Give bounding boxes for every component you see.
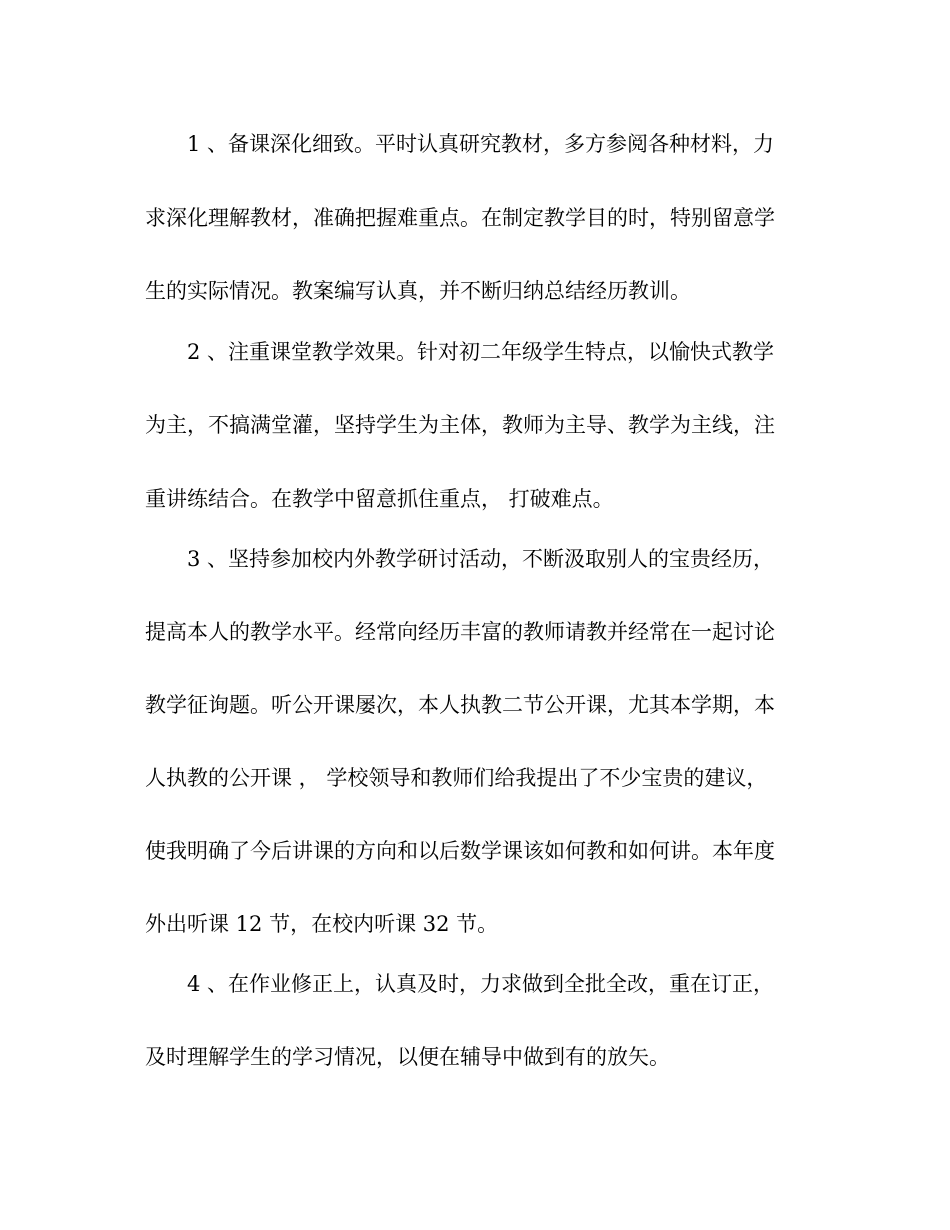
paragraph-3-line-4: 人执教的公开课 ， 学校领导和教师们给我提出了不少宝贵的建议， bbox=[145, 766, 768, 790]
paragraph-2-line-3: 重讲练结合。在教学中留意抓住重点， 打破难点。 bbox=[145, 487, 614, 511]
paragraph-1-line-2: 求深化理解教材，准确把握难重点。在制定教学目的时，特别留意学 bbox=[145, 206, 775, 230]
paragraph-4-line-2: 及时理解学生的学习情况，以便在辅导中做到有的放矢。 bbox=[145, 1045, 670, 1069]
paragraph-3-line-1: 3 、坚持参加校内外教学研讨活动，不断汲取别人的宝贵经历， bbox=[187, 547, 775, 571]
paragraph-2-line-2: 为主，不搞满堂灌，坚持学生为主体，教师为主导、教学为主线，注 bbox=[145, 413, 775, 437]
paragraph-1-line-1: 1 、备课深化细致。平时认真研究教材，多方参阅各种材料，力 bbox=[187, 132, 775, 156]
paragraph-3-line-6: 外出听课 12 节，在校内听课 32 节。 bbox=[145, 912, 499, 936]
paragraph-3-line-5: 使我明确了今后讲课的方向和以后数学课该如何教和如何讲。本年度 bbox=[145, 839, 775, 863]
paragraph-4-line-1: 4 、在作业修正上，认真及时，力求做到全批全改，重在订正， bbox=[187, 972, 775, 996]
paragraph-3-line-3: 教学征询题。听公开课屡次，本人执教二节公开课，尤其本学期，本 bbox=[145, 693, 775, 717]
paragraph-1-line-3: 生的实际情况。教案编写认真，并不断归纳总结经历教训。 bbox=[145, 279, 691, 303]
paragraph-2-line-1: 2 、注重课堂教学效果。针对初二年级学生特点，以愉快式教学 bbox=[187, 340, 775, 364]
paragraph-3-line-2: 提高本人的教学水平。经常向经历丰富的教师请教并经常在一起讨论 bbox=[145, 620, 775, 644]
